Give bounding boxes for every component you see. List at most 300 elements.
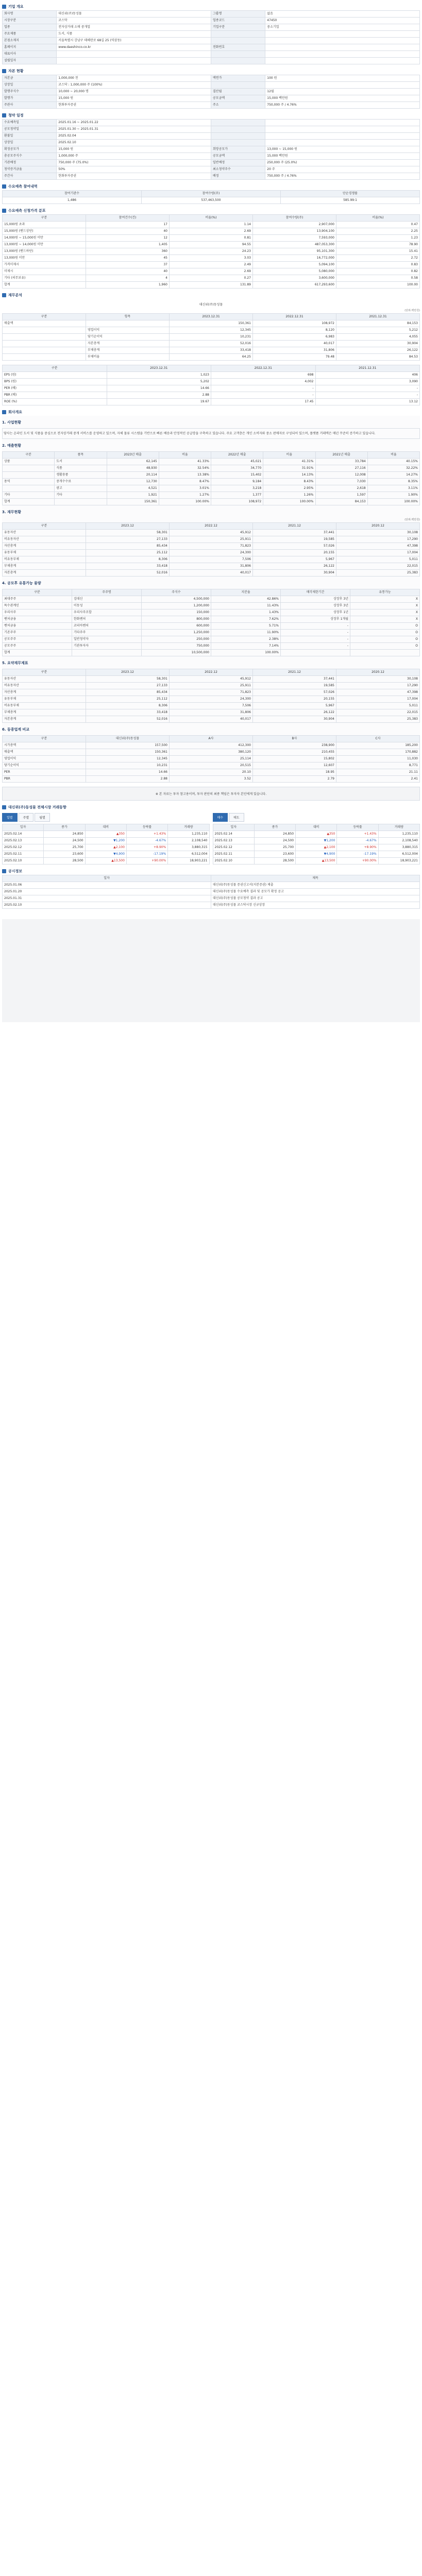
table-header-cell: 제목 xyxy=(211,875,420,882)
bullet-icon xyxy=(2,5,6,9)
table-cell: 자산총계 xyxy=(3,543,86,550)
table-header-cell: 2023.12 xyxy=(86,669,170,676)
table-cell: 4,055 xyxy=(336,334,420,341)
table-row xyxy=(3,485,420,492)
table-cell: 부채비율 xyxy=(86,354,170,361)
table-row xyxy=(3,95,420,102)
table-cell: 2025.01.06 xyxy=(3,882,211,889)
summary-h6: 6. 동종업계 비교 xyxy=(2,727,29,732)
section-title: 대신위(주)동성물 전체시장 거래동향 xyxy=(2,804,420,811)
table-cell: 100 원 xyxy=(265,75,420,82)
table-row xyxy=(213,858,420,865)
table-cell: 250,000 주 (25.0%) xyxy=(265,160,420,166)
table-header-cell: 대비 xyxy=(296,824,337,831)
table-cell xyxy=(3,354,86,361)
table-row xyxy=(3,166,420,173)
table-header-cell: C사 xyxy=(336,736,420,742)
table-cell: O xyxy=(350,630,420,636)
table-row xyxy=(3,716,420,723)
table-cell: 1,377 xyxy=(211,492,263,499)
table-cell: - xyxy=(211,392,316,399)
table-cell: 15,802 xyxy=(253,756,336,762)
table-cell: 공모주주 xyxy=(3,643,72,650)
table-row xyxy=(3,570,420,577)
table-row xyxy=(3,44,420,51)
table-cell: 20 주 xyxy=(265,166,420,173)
table-header-row xyxy=(3,523,420,530)
table-cell: 25,911 xyxy=(170,683,253,689)
table-cell: 비유동부채 xyxy=(3,703,86,709)
table-cell: 4 xyxy=(86,275,170,282)
table-cell: 2025.02.12 xyxy=(213,844,254,851)
table-row xyxy=(3,38,420,44)
table-cell: - xyxy=(211,385,316,392)
table-header-cell: 2021.12 xyxy=(253,669,336,676)
table-cell: -4.67% xyxy=(337,838,378,844)
table-cell: +90.00% xyxy=(126,858,167,865)
table-cell xyxy=(265,38,420,44)
table-cell: 1,250,000 xyxy=(142,630,211,636)
table-cell: 800,000 xyxy=(142,616,211,623)
table-cell: 13.12 xyxy=(315,399,420,405)
table-cell: 48,930 xyxy=(107,465,159,472)
table-cell: ▼1,200 xyxy=(85,838,126,844)
table-cell: 750,000 xyxy=(142,643,211,650)
table-cell: 50% xyxy=(57,166,211,173)
tab[interactable]: 주별 xyxy=(19,813,34,822)
table-header-cell: 일자 xyxy=(3,824,44,831)
table-cell: 30,108 xyxy=(336,676,420,683)
table-header-cell: 거래량 xyxy=(378,824,419,831)
table-row xyxy=(213,844,420,851)
table-cell: 6,983 xyxy=(253,334,336,341)
section-title: 기업 개요 xyxy=(2,3,420,10)
demand-table xyxy=(2,190,420,204)
table-header-cell: 대표이사 xyxy=(3,51,57,58)
table-cell xyxy=(265,140,420,146)
table-cell: 131.89 xyxy=(170,282,253,289)
table-header-row xyxy=(3,314,420,320)
table-cell: 28,500 xyxy=(44,858,85,865)
table-row xyxy=(3,609,420,616)
table-cell: 0.58 xyxy=(336,275,420,282)
table-row xyxy=(3,769,420,776)
table-header-cell xyxy=(211,120,265,126)
table-cell: 도서 xyxy=(55,459,107,465)
table-cell: 자본총계 xyxy=(3,716,86,723)
table-cell: 406 xyxy=(315,372,420,379)
table-cell: 1.23 xyxy=(336,235,420,242)
table-cell: PBR (배) xyxy=(3,392,107,399)
table-header-cell: 설립일자 xyxy=(3,58,57,64)
table-cell: X xyxy=(350,616,420,623)
table-cell: ▲13,500 xyxy=(296,858,337,865)
section-title: 자본 현황 xyxy=(2,67,420,75)
table-cell: 부채총계 xyxy=(3,709,86,716)
finstat-table xyxy=(2,522,420,577)
table-row xyxy=(3,133,420,140)
table-row xyxy=(3,530,420,536)
table-cell: 45,912 xyxy=(170,530,253,536)
table-row xyxy=(3,696,420,703)
table-cell: 10,500,000 xyxy=(142,650,211,656)
table-cell: 비유동자산 xyxy=(3,536,86,543)
table-row xyxy=(3,262,420,268)
table-cell: 14.66 xyxy=(107,385,211,392)
table-cell: 2025.02.10 xyxy=(213,858,254,865)
table-cell: X xyxy=(350,609,420,616)
table-cell: 52,016 xyxy=(86,716,170,723)
table-cell: 40,017 xyxy=(170,716,253,723)
table-cell: 78.90 xyxy=(336,242,420,248)
table-row xyxy=(3,472,420,479)
table-cell: 24,500 xyxy=(44,838,85,844)
table-cell: 1,960 xyxy=(86,282,170,289)
trade-table-left xyxy=(2,824,210,865)
footer-blank xyxy=(2,919,420,1022)
table-cell: 중소기업 xyxy=(265,24,420,31)
table-cell: 10,231 xyxy=(170,334,253,341)
table-cell: 45,021 xyxy=(211,459,263,465)
table-cell: 12,730 xyxy=(107,479,159,485)
table-header-cell xyxy=(211,38,265,44)
table-cell: 8,120 xyxy=(253,327,336,334)
table-cell: 대신위(주)동성물 수요예측 결과 및 공모가 확정 공고 xyxy=(211,889,420,895)
table-header-cell: 2023.12 xyxy=(86,523,170,530)
table-row xyxy=(3,563,420,570)
table-cell: 24,300 xyxy=(170,696,253,703)
summary-h4: 4. 공모후 유통가능 물량 xyxy=(2,581,41,585)
table-row xyxy=(3,459,420,465)
table-cell: 3,880,315 xyxy=(378,844,419,851)
bullet-icon xyxy=(2,410,6,414)
table-header-cell: 구분 xyxy=(3,736,86,742)
table-cell: 상장후 1년 xyxy=(281,609,350,616)
table-cell: 2,907,000 xyxy=(253,222,336,228)
table-row xyxy=(3,831,210,838)
table-cell: 15,000 원 xyxy=(57,95,211,102)
table-header-cell: 종가 xyxy=(44,824,85,831)
table-cell: 2.88 xyxy=(107,392,211,399)
table-header-cell: 공모금액 xyxy=(211,153,265,160)
table-row xyxy=(3,327,420,334)
table-cell: 13,000원 (밴드하단) xyxy=(3,248,86,255)
table-header-cell: 2020.12 xyxy=(336,523,420,530)
table-cell: 17,004 xyxy=(336,550,420,556)
table-cell: 3,880,315 xyxy=(168,844,209,851)
table-row xyxy=(3,556,420,563)
table-cell: 26,122 xyxy=(253,709,336,716)
table-cell xyxy=(265,44,420,51)
table-cell: 14.66 xyxy=(86,769,170,776)
table-cell: 32.54% xyxy=(159,465,211,472)
table-cell: 1,921 xyxy=(107,492,159,499)
table-cell: 13,000 ~ 15,000 원 xyxy=(265,146,420,153)
table-cell: 31,806 xyxy=(170,709,253,716)
table-cell: 1.26% xyxy=(263,492,315,499)
table-row xyxy=(3,173,420,180)
ratio-table xyxy=(2,365,420,405)
section-ipo xyxy=(2,109,420,180)
table-cell: 9,184 xyxy=(211,479,263,485)
table-cell: O xyxy=(350,623,420,630)
table-cell xyxy=(350,650,420,656)
table-row xyxy=(3,102,420,109)
peer-table xyxy=(2,735,420,783)
tab[interactable]: 매도 xyxy=(229,813,244,822)
table-cell: 57,026 xyxy=(253,689,336,696)
table-header-cell xyxy=(211,58,265,64)
table-cell: 150,361 xyxy=(170,320,253,327)
table-cell: ▼4,900 xyxy=(296,851,337,858)
table-header-cell: 참여건수(건) xyxy=(86,215,170,222)
table-cell: 23,600 xyxy=(44,851,85,858)
table-cell: 94.55 xyxy=(170,242,253,248)
table-cell: - xyxy=(315,392,420,399)
section-summary xyxy=(2,405,420,801)
table-cell: 37,441 xyxy=(253,676,336,683)
table-cell: 37,441 xyxy=(253,530,336,536)
table-cell: 용역 xyxy=(3,479,55,485)
table-cell: 42.86% xyxy=(211,596,281,603)
table-cell: 84.53 xyxy=(336,354,420,361)
table-cell: 전자상거래 소매 중개업 xyxy=(57,24,211,31)
period-tabs xyxy=(2,813,210,822)
table-cell: 15,000 원 xyxy=(57,146,211,153)
tab[interactable]: 일별 xyxy=(2,813,18,822)
table-cell: 상장후 3년 xyxy=(281,603,350,609)
table-header-cell: 확정공모가 xyxy=(3,146,57,153)
table-row xyxy=(3,630,420,636)
table-row xyxy=(3,51,420,58)
table-cell: 12월 xyxy=(265,89,420,95)
table-cell: 유동자산 xyxy=(3,530,86,536)
table-header-cell: 주식수 xyxy=(142,589,211,596)
table-cell: 84,153 xyxy=(336,320,420,327)
tab[interactable]: 월별 xyxy=(35,813,50,822)
table-row xyxy=(3,255,420,262)
notice-bar: ※ 본 자료는 투자 참고용이며, 투자 판단의 최종 책임은 투자자 본인에게 있습니다. xyxy=(2,787,420,801)
table-cell: 22,015 xyxy=(336,709,420,716)
table-cell: 33,418 xyxy=(86,709,170,716)
table-cell xyxy=(265,58,420,64)
table-header-cell: 비율 xyxy=(263,452,315,459)
table-cell: 33,418 xyxy=(86,563,170,570)
table-row xyxy=(3,550,420,556)
table-cell: 대신위(주)동성물 xyxy=(57,11,211,18)
table-cell: 부채총계 xyxy=(86,347,170,354)
table-row xyxy=(3,499,420,505)
table-header-row xyxy=(3,875,420,882)
table-cell: 7,506 xyxy=(170,703,253,709)
table-cell: +1.43% xyxy=(337,831,378,838)
table-header-cell: 액면가 xyxy=(211,75,265,82)
table-cell: 우리사주 xyxy=(3,609,72,616)
table-cell: 2025.01.16 ~ 2025.01.22 xyxy=(57,120,211,126)
table-cell: 25,114 xyxy=(170,756,253,762)
table-header-row xyxy=(3,452,420,459)
table-cell: 기타 xyxy=(55,492,107,499)
table-cell: 210,455 xyxy=(253,749,336,756)
table-cell: 합계 xyxy=(3,499,55,505)
table-row xyxy=(3,120,420,126)
bullet-icon xyxy=(2,805,6,809)
table-cell: 585.99:1 xyxy=(281,197,420,204)
sales-table xyxy=(2,451,420,505)
table-cell: 자본총계 xyxy=(86,341,170,347)
table-cell: 최대주주 xyxy=(3,596,72,603)
table-cell: 17 xyxy=(86,222,170,228)
table-cell: 2025.02.10 xyxy=(3,858,44,865)
table-cell: 대신위(주)동성물 공모청약 결과 공고 xyxy=(211,895,420,902)
table-cell: 25,700 xyxy=(254,844,295,851)
table-row xyxy=(3,636,420,643)
table-row xyxy=(3,650,420,656)
table-cell: 27,133 xyxy=(86,683,170,689)
table-cell: 40.15% xyxy=(367,459,419,465)
table-cell: 16,772,000 xyxy=(253,255,336,262)
table-row xyxy=(3,689,420,696)
table-cell: 20,155 xyxy=(253,696,336,703)
table-row xyxy=(3,379,420,385)
table-cell: -17.19% xyxy=(126,851,167,858)
table-cell: 41.33% xyxy=(159,459,211,465)
table-cell: 10,000 ~ 20,000 명 xyxy=(57,89,211,95)
table-cell: 17,004 xyxy=(336,696,420,703)
table-cell: 698 xyxy=(211,372,316,379)
table-cell: 기관투자자 xyxy=(72,643,142,650)
table-cell: 40,017 xyxy=(170,570,253,577)
table-header-cell: 구분 xyxy=(3,314,86,320)
table-cell: 5,011 xyxy=(336,556,420,563)
table-header-cell: 2022.12 xyxy=(170,523,253,530)
table-header-cell: 구분 xyxy=(3,215,86,222)
table-cell: 95,101,300 xyxy=(253,248,336,255)
table-cell: 45 xyxy=(86,255,170,262)
table-row xyxy=(3,334,420,341)
table-header-cell: 구분 xyxy=(3,523,86,530)
table-cell: 4,002 xyxy=(211,379,316,385)
table-cell: 김대신 xyxy=(72,596,142,603)
table-cell: 6,512,004 xyxy=(378,851,419,858)
table-cell: ▼1,200 xyxy=(296,838,337,844)
table-cell: 12,607 xyxy=(253,762,336,769)
fin-subtitle: 대신위(주)동성물 xyxy=(199,303,223,307)
table-cell: 2.95% xyxy=(263,485,315,492)
table-cell: 33,784 xyxy=(315,459,367,465)
table-cell: 1.27% xyxy=(159,492,211,499)
table-cell: 57,026 xyxy=(253,543,336,550)
table-cell: 238,900 xyxy=(253,742,336,749)
table-cell: 2025.01.30 ~ 2025.01.31 xyxy=(57,126,211,133)
table-header-cell: A사 xyxy=(170,736,253,742)
table-row xyxy=(3,895,420,902)
table-row xyxy=(3,858,210,865)
table-cell xyxy=(3,485,55,492)
table-cell: 1.43% xyxy=(211,609,281,616)
table-header-cell: 2023년 매출 xyxy=(107,452,159,459)
table-header-cell xyxy=(211,133,265,140)
table-cell: 11.90% xyxy=(211,630,281,636)
table-header-cell xyxy=(211,126,265,133)
table-cell: 15,000원 (밴드상단) xyxy=(3,228,86,235)
table-cell: 30,904 xyxy=(336,341,420,347)
table-cell: 2,108,540 xyxy=(378,838,419,844)
table-header-cell: 참여수량(주) xyxy=(253,215,336,222)
table-cell: 11,030 xyxy=(336,756,420,762)
table-row xyxy=(3,536,420,543)
table-cell: 14.27% xyxy=(367,472,419,479)
table-cell: 15,402 xyxy=(211,472,263,479)
table-header-cell: 비율(%) xyxy=(170,215,253,222)
table-row xyxy=(3,242,420,248)
finstat2-table xyxy=(2,669,420,723)
table-row xyxy=(3,153,420,160)
table-cell: 영업이익 xyxy=(3,756,86,762)
table-cell: 1,235,110 xyxy=(168,831,209,838)
table-header-cell: 홈페이지 xyxy=(3,44,57,51)
table-cell: 12 xyxy=(86,235,170,242)
table-header-cell: 단순경쟁률 xyxy=(281,191,420,197)
table-cell: 1,000,000 주 xyxy=(57,153,211,160)
table-cell: 2.72 xyxy=(336,255,420,262)
table-cell: 30,108 xyxy=(336,530,420,536)
table-cell: 5,094,100 xyxy=(253,262,336,268)
table-header-cell: 기관배정 xyxy=(3,160,57,166)
table-header-cell: 2022.12 xyxy=(170,669,253,676)
table-row xyxy=(3,643,420,650)
section-fin xyxy=(2,289,420,405)
table-cell: 0.81 xyxy=(170,235,253,242)
fin-table xyxy=(2,313,420,361)
table-header-cell: 주요제품 xyxy=(3,31,57,38)
table-cell: - xyxy=(281,643,350,650)
table-row xyxy=(3,222,420,228)
table-cell xyxy=(265,82,420,89)
summary-h2: 2. 매출현황 xyxy=(2,444,22,448)
table-cell: 20,114 xyxy=(107,472,159,479)
table-cell: 2025.01.31 xyxy=(3,895,211,902)
table-cell: 11.43% xyxy=(211,603,281,609)
table-cell: 13,904,100 xyxy=(253,228,336,235)
table-cell: 41.31% xyxy=(263,459,315,465)
table-header-cell: 주관사 xyxy=(3,102,57,109)
table-row xyxy=(3,82,420,89)
table-row xyxy=(3,160,420,166)
table-cell: 4,500,000 xyxy=(142,596,211,603)
table-header-cell: 2021.12.31 xyxy=(336,314,420,320)
table-cell: PER (배) xyxy=(3,385,107,392)
table-cell: 12,345 xyxy=(170,327,253,334)
table-cell: 27,133 xyxy=(86,536,170,543)
table-cell: 27,116 xyxy=(315,465,367,472)
tab[interactable]: 매수 xyxy=(213,813,228,822)
table-cell: 4,521 xyxy=(107,485,159,492)
table-cell: 47,398 xyxy=(336,689,420,696)
table-cell: 서울특별시 강남구 테헤란로 68길 25 (역삼동) xyxy=(57,38,211,44)
summary-sheet xyxy=(2,416,420,783)
table-cell: 부채총계 xyxy=(3,563,86,570)
table-cell: 25,112 xyxy=(86,550,170,556)
table-cell: 23,600 xyxy=(254,851,295,858)
table-cell: 34,770 xyxy=(211,465,263,472)
table-cell: 없음 xyxy=(265,11,420,18)
table-cell: 2.79 xyxy=(253,776,336,783)
table-cell: O xyxy=(350,636,420,643)
table-cell: 19,585 xyxy=(253,683,336,689)
table-cell: 1,200,000 xyxy=(142,603,211,609)
table-cell: 2.38% xyxy=(211,636,281,643)
